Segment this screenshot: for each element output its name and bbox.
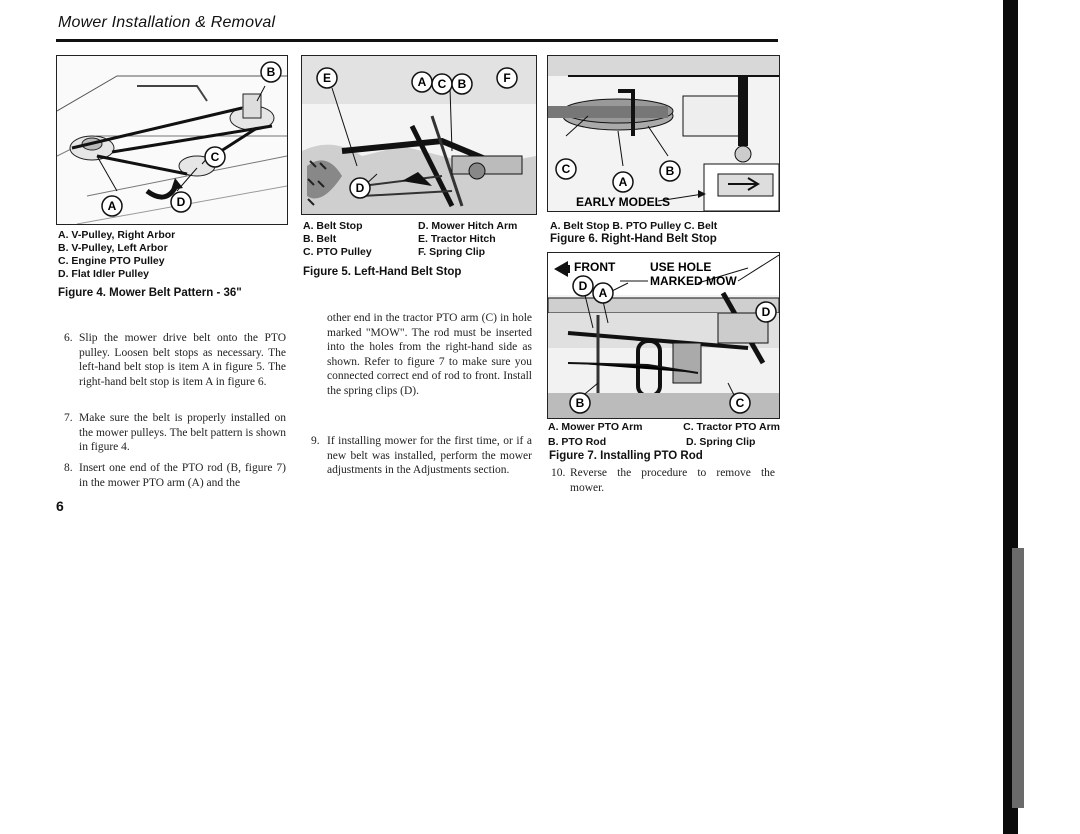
svg-text:B: B: [665, 164, 675, 178]
step-10-text: Reverse the procedure to remove the mower.: [570, 467, 775, 494]
figure-4-illustration: [56, 55, 288, 225]
svg-text:D: D: [761, 305, 771, 319]
figure-6-legend: A. Belt Stop B. PTO Pulley C. Belt: [550, 220, 718, 232]
step-9-number: 9.: [311, 435, 320, 447]
figure-5-legend-right: [418, 220, 533, 259]
figure-5-illustration: [301, 55, 537, 215]
figure-7-legend-a: A. Mower PTO Arm: [548, 421, 643, 433]
svg-text:C: C: [437, 77, 447, 91]
step-9-text: If installing mower for the first time, or if a new belt was installed, perform the mower adjustments in the Adjustments section.: [327, 435, 532, 477]
header-rule: [56, 39, 778, 42]
svg-text:B: B: [457, 77, 467, 91]
svg-text:B: B: [266, 65, 276, 79]
figure-7-callout-A: [593, 283, 613, 303]
figure-5-legend-a: A. Belt Stop: [303, 220, 363, 232]
figure-5-legend-f: F. Spring Clip: [418, 246, 486, 258]
figure-5-callout-F: [497, 68, 517, 88]
figure-7-front-label: FRONT: [574, 260, 616, 274]
svg-text:E: E: [322, 71, 332, 85]
figure-4-legend-b: B. V-Pulley, Left Arbor: [58, 242, 168, 254]
figure-4-callout-A: [102, 196, 122, 216]
figure-6-callout-B: [660, 161, 680, 181]
figure-5-drawing: [302, 56, 536, 214]
figure-4-legend-d: D. Flat Idler Pulley: [58, 268, 150, 280]
figure-5-legend: [303, 220, 533, 259]
figure-7-use-hole-label: USE HOLE: [650, 260, 712, 274]
svg-text:F: F: [503, 71, 511, 85]
figure-5-legend-d: D. Mower Hitch Arm: [418, 220, 518, 232]
svg-text:D: D: [578, 279, 588, 293]
figure-5-callout-A: [412, 72, 432, 92]
svg-text:A: A: [107, 199, 117, 213]
step-10-number: 10.: [551, 467, 566, 479]
svg-text:B: B: [575, 396, 585, 410]
page-number: 6: [56, 498, 64, 514]
figure-7-legend: [548, 421, 780, 449]
figure-5-callout-E: [317, 68, 337, 88]
step-8-number: 8.: [64, 462, 73, 474]
figure-7-callout-D-top: [573, 276, 593, 296]
figure-5-callout-D: [350, 178, 370, 198]
figure-5-legend-left: [303, 220, 372, 259]
figure-6-callout-C: [556, 159, 576, 179]
svg-text:D: D: [176, 195, 186, 209]
figure-4-callout-C: [205, 147, 225, 167]
figure-4-legend-a: A. V-Pulley, Right Arbor: [58, 229, 176, 241]
step-7-number: 7.: [64, 412, 73, 424]
svg-text:C: C: [735, 396, 745, 410]
step-8-text: Insert one end of the PTO rod (B, figure 7) in the mower PTO arm (A) and the: [79, 462, 286, 489]
scan-edge-strip: [1012, 548, 1024, 808]
step-6-text: Slip the mower drive belt onto the PTO pulley. Loosen belt stops as necessary. The left-hand belt stop is item A in figure 5. The right-hand belt stop is item A in figure 6.: [79, 332, 286, 388]
figure-5-title: Figure 5. Left-Hand Belt Stop: [303, 266, 462, 278]
figure-4-drawing: [57, 56, 287, 224]
figure-6-drawing: [548, 56, 779, 211]
figure-6-early-models-label: EARLY MODELS: [576, 195, 671, 209]
step-8-continued: other end in the tractor PTO arm (C) in hole marked "MOW". The rod must be inserted into the holes from the right-hand side as shown. Refer to figure 7 to make sure you connected correct end of rod to front. Install the spring clips (D).: [327, 312, 532, 397]
figure-5-callout-C: [432, 74, 452, 94]
figure-7-legend-c: C. Tractor PTO Arm: [683, 421, 780, 433]
figure-5-legend-b: B. Belt: [303, 233, 337, 245]
svg-text:A: A: [598, 286, 608, 300]
figure-7-legend-d: D. Spring Clip: [686, 436, 756, 448]
step-7-text: Make sure the belt is properly installed on the mower pulleys. The belt pattern is shown in figure 4.: [79, 412, 286, 454]
figure-4-title: Figure 4. Mower Belt Pattern - 36": [58, 287, 242, 299]
figure-4-legend: [58, 229, 288, 281]
figure-6-callout-A: [613, 172, 633, 192]
svg-text:D: D: [355, 181, 365, 195]
step-6-number: 6.: [64, 332, 73, 344]
page-header-title: Mower Installation & Removal: [58, 14, 276, 31]
figure-7-illustration: [547, 252, 780, 419]
figure-7-callout-D-right: [756, 302, 776, 322]
figure-7-marked-mow-label: MARKED MOW: [650, 274, 737, 288]
figure-7-callout-B: [570, 393, 590, 413]
svg-text:A: A: [417, 75, 427, 89]
figure-7-title: Figure 7. Installing PTO Rod: [549, 450, 703, 462]
figure-6-title: Figure 6. Right-Hand Belt Stop: [550, 233, 717, 245]
figure-4-callout-D: [171, 192, 191, 212]
figure-7-callout-C: [730, 393, 750, 413]
svg-text:C: C: [210, 150, 220, 164]
figure-4-legend-c: C. Engine PTO Pulley: [58, 255, 165, 267]
figure-6-illustration: [547, 55, 780, 212]
figure-4-callout-B: [261, 62, 281, 82]
figure-5-callout-B: [452, 74, 472, 94]
svg-text:C: C: [561, 162, 571, 176]
figure-7-drawing: [548, 253, 779, 418]
figure-5-legend-e: E. Tractor Hitch: [418, 233, 496, 245]
svg-text:A: A: [618, 175, 628, 189]
figure-7-legend-b: B. PTO Rod: [548, 436, 607, 448]
figure-5-legend-c: C. PTO Pulley: [303, 246, 372, 258]
